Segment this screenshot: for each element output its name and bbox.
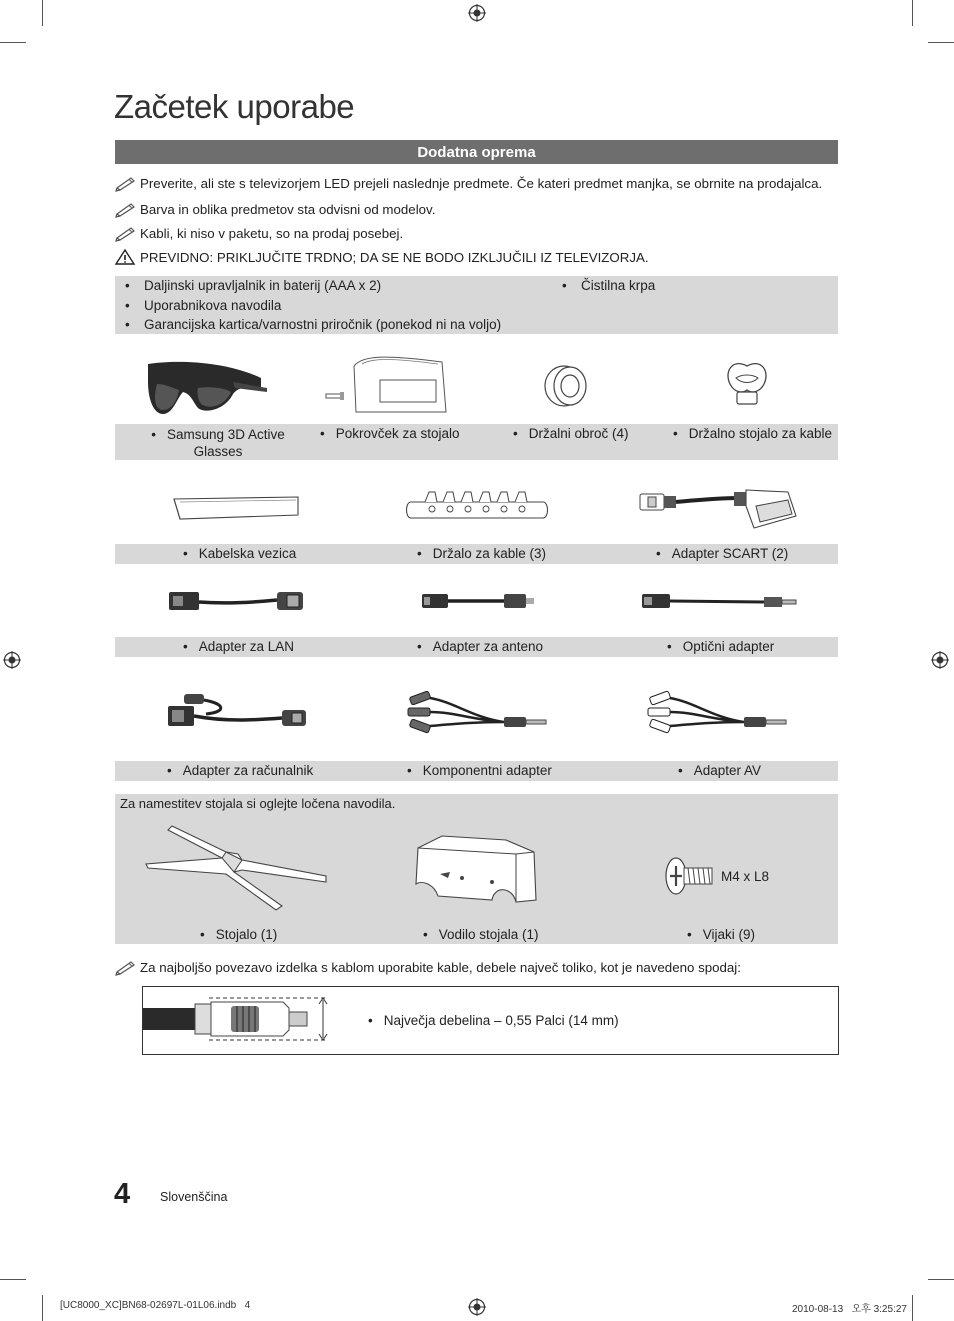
crop-mark [928, 42, 954, 43]
holder-ring-icon [542, 364, 592, 408]
accessory-label: • Adapter za LAN [183, 639, 295, 654]
accessory-label: • Pokrovček za stojalo [320, 426, 460, 441]
crop-mark [42, 0, 43, 26]
note-pencil-icon [115, 959, 137, 975]
note-pencil-icon [115, 225, 137, 241]
av-adapter-icon [644, 692, 790, 736]
cable-spec-item: • Največja debelina – 0,55 Palci (14 mm) [368, 1013, 619, 1028]
language-label: Slovenščina [160, 1190, 228, 1204]
accessory-label: • Komponentni adapter [407, 763, 552, 778]
antenna-adapter-icon [420, 590, 535, 612]
note-text: Za najboljšo povezavo izdelka s kablom uporabite kable, debele največ toliko, kot je navedeno spodaj: [140, 959, 741, 975]
note-line [115, 225, 403, 241]
accessory-label: • Držalni obroč (4) [513, 426, 629, 441]
optical-adapter-icon [640, 590, 798, 612]
footer-timestamp: 2010-08-13 오후 3:25:27 [792, 1304, 907, 1315]
accessory-label: • Držalno stojalo za kable [673, 426, 833, 441]
lan-adapter-icon [167, 586, 307, 616]
crop-mark [0, 1279, 26, 1280]
accessory-label: • Samsung 3D Active Glasses [151, 427, 285, 459]
accessory-label: • Adapter za anteno [417, 639, 544, 654]
registration-mark-icon [931, 651, 949, 669]
stand-icon [142, 824, 330, 912]
accessory-label: • Stojalo (1) [200, 927, 278, 942]
screw-icon [664, 856, 716, 896]
note-text: Barva in oblika predmetov sta odvisni od modelov. [140, 201, 436, 217]
registration-mark-icon [468, 4, 486, 22]
accessory-label: • Vijaki (9) [687, 927, 756, 942]
pc-adapter-icon [166, 692, 310, 736]
warning-text: PREVIDNO: PRIKLJUČITE TRDNO; DA SE NE BODO IZKLJUČILI IZ TELEVIZORJA. [140, 249, 649, 265]
stand-note: Za namestitev stojala si oglejte ločena navodila. [120, 796, 396, 811]
cable-tie-icon [170, 495, 302, 521]
accessory-label: • Adapter SCART (2) [656, 546, 789, 561]
cable-holder-icon [405, 490, 549, 524]
warning-line [115, 249, 649, 265]
note-line [115, 959, 741, 975]
stand-guide-icon [412, 830, 542, 904]
list-item: • Daljinski upravljalnik in baterij (AAA x 2) [125, 278, 382, 293]
list-item: • Garancijska kartica/varnostni priročnik (ponekod ni na voljo) [125, 317, 502, 332]
accessory-label: • Vodilo stojala (1) [423, 927, 539, 942]
note-line [115, 201, 435, 217]
note-line [115, 175, 822, 191]
crop-mark [912, 0, 913, 26]
warning-triangle-icon [115, 249, 137, 265]
stand-cover-icon [322, 352, 450, 416]
accessory-label: • Adapter AV [678, 763, 762, 778]
page-number: 4 [114, 1178, 131, 1210]
note-pencil-icon [115, 175, 137, 191]
list-item: • Čistilna krpa [562, 278, 656, 293]
accessory-label: • Optični adapter [667, 639, 775, 654]
crop-mark [0, 42, 26, 43]
cable-thickness-icon [143, 994, 333, 1044]
crop-mark [42, 1295, 43, 1321]
screw-size-label: M4 x L8 [721, 869, 770, 884]
cable-stand-icon [722, 360, 772, 406]
accessory-label: • Držalo za kable (3) [417, 546, 547, 561]
crop-mark [928, 1279, 954, 1280]
crop-mark [912, 1295, 913, 1321]
3d-glasses-icon [143, 358, 268, 420]
note-text: Kabli, ki niso v paketu, so na prodaj posebej. [140, 225, 404, 241]
note-text: Preverite, ali ste s televizorjem LED prejeli naslednje predmete. Če kateri predmet manjka, se obrnite na prodajalca. [140, 175, 823, 191]
footer-file-info: [UC8000_XC]BN68-02697L-01L06.indb 4 [60, 1300, 251, 1311]
registration-mark-icon [3, 651, 21, 669]
section-header: Dodatna oprema [115, 140, 838, 164]
scart-adapter-icon [638, 486, 798, 532]
accessory-label: • Kabelska vezica [183, 546, 297, 561]
accessory-label: • Adapter za računalnik [167, 763, 314, 778]
registration-mark-icon [468, 1298, 486, 1316]
page-title: Začetek uporabe [114, 88, 355, 125]
list-item: • Uporabnikova navodila [125, 298, 282, 313]
component-adapter-icon [404, 692, 550, 736]
note-pencil-icon [115, 201, 137, 217]
